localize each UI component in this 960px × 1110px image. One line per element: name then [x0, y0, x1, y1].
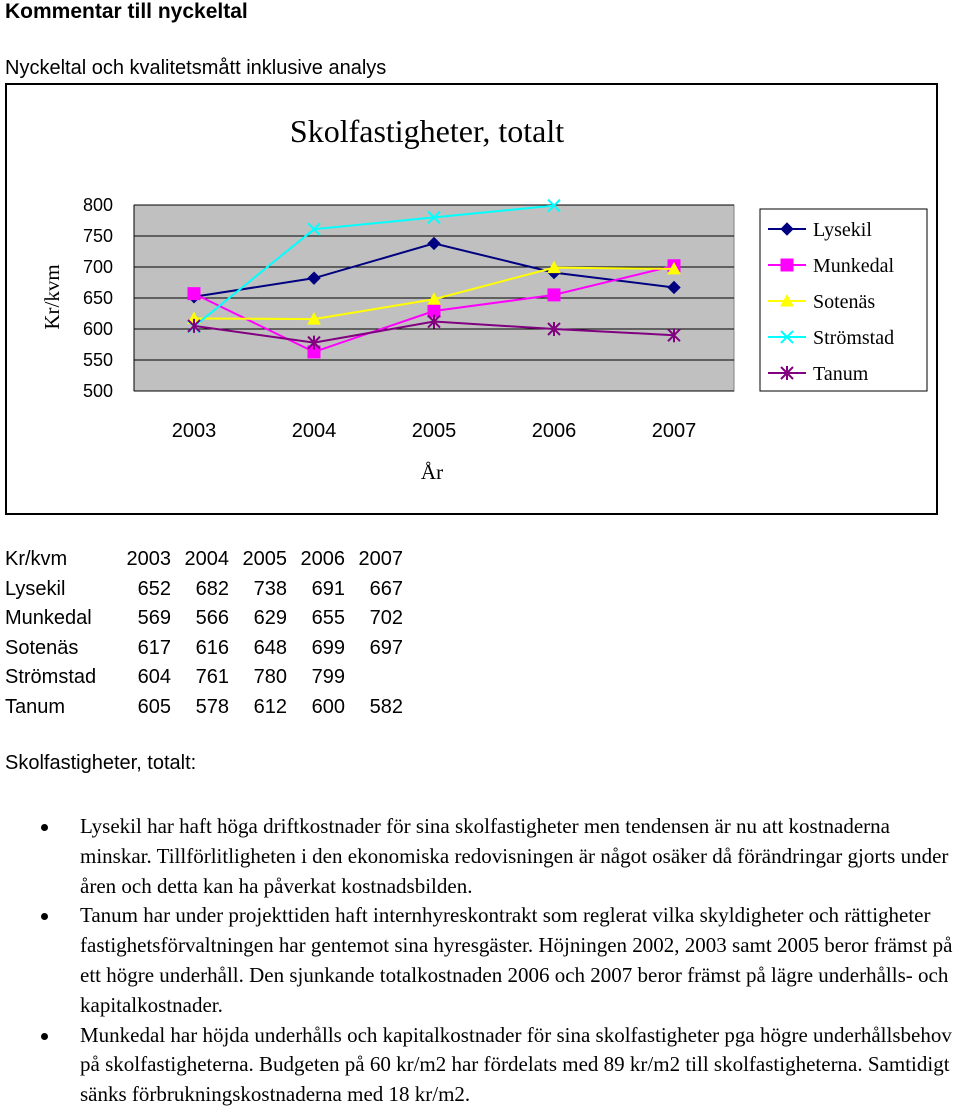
- y-tick-label: 550: [82, 350, 113, 370]
- value-cell: 629: [253, 607, 287, 629]
- page-subheading: Nyckeltal och kvalitetsmått inklusive analys: [5, 57, 387, 79]
- value-cell: 569: [137, 607, 171, 629]
- chart-frame: [5, 83, 938, 515]
- bullet-text: Munkedal har höjda underhålls och kapitalkostnader för sina skolfastigheter pga högre underhållsbehov på skolfastigheterna. Budgeten på 60 kr/m2 har fördelats med 89 kr/m2 till skolfastigheterna. Samtidigt sänks förbrukningskostnaderna med 18 kr/m2.: [80, 1022, 952, 1107]
- value-cell: 655: [311, 607, 345, 629]
- data-table: [5, 545, 403, 722]
- value-cell: 604: [137, 666, 171, 688]
- x-axis-label: År: [420, 460, 444, 484]
- data-point-munkedal: [548, 289, 560, 301]
- legend-label-tanum: Tanum: [813, 363, 869, 385]
- legend-label-lysekil: Lysekil: [813, 219, 872, 241]
- value-cell: 697: [369, 636, 403, 659]
- row-label-cell: Strömstad: [5, 666, 97, 688]
- x-tick-label: 2004: [291, 420, 337, 442]
- x-tick-label: 2007: [651, 420, 697, 442]
- row-label-cell: Kr/kvm: [5, 548, 68, 570]
- row-label-cell: Tanum: [5, 695, 66, 718]
- value-cell: 2007: [358, 548, 403, 570]
- value-cell: 652: [137, 577, 171, 600]
- row-label-cell: Munkedal: [5, 607, 92, 629]
- legend-label-munkedal: Munkedal: [813, 255, 895, 277]
- table-row: [5, 634, 403, 664]
- value-cell: 667: [369, 577, 403, 600]
- bullet-dot-icon: [41, 1033, 48, 1040]
- bullet-item: [0, 812, 960, 901]
- bullet-text: Lysekil har haft höga driftkostnader för sina skolfastigheter men tendensen är nu att kostnaderna minskar. Tillförlitligheten i den ekonomiska redovisningen är något osäker då förändringar gjorts under åren och detta kan ha påverkat kostnadsbilden.: [80, 814, 949, 898]
- y-tick-label: 650: [82, 288, 113, 308]
- y-axis-label: Kr/kvm: [40, 264, 64, 330]
- y-tick-label: 800: [82, 195, 113, 215]
- chart-title: Skolfastigheter, totalt: [289, 113, 565, 149]
- value-cell: 600: [311, 695, 345, 718]
- x-tick-label: 2003: [171, 420, 217, 442]
- value-cell: 2004: [184, 548, 229, 570]
- page-heading: Kommentar till nyckeltal: [5, 0, 248, 23]
- row-label-cell: Lysekil: [5, 577, 66, 600]
- value-cell: 799: [311, 666, 345, 688]
- legend-label-str-mstad: Strömstad: [813, 327, 895, 349]
- value-cell: 699: [311, 636, 345, 659]
- value-cell: 605: [137, 695, 171, 718]
- y-tick-label: 750: [82, 226, 113, 246]
- x-tick-label: 2005: [411, 420, 457, 442]
- value-cell: 761: [195, 666, 229, 688]
- x-tick-label: 2006: [531, 420, 577, 442]
- value-cell: [345, 663, 403, 693]
- value-cell: 578: [195, 695, 229, 718]
- data-point-munkedal: [188, 288, 200, 300]
- bullet-text: Tanum har under projekttiden haft internhyreskontrakt som reglerat vilka skyldigheter och rättigheter fastighetsförvaltningen har gentemot sina hyresgäster. Höjningen 2002, 2003 samt 2005 beror främst på ett högre underhåll. Den sjunkande totalkostnaden 2006 och 2007 beror främst på lägre underhålls- och kapitalkostnader.: [80, 903, 953, 1017]
- table-row: [5, 663, 403, 693]
- value-cell: 738: [253, 577, 287, 600]
- value-cell: 648: [253, 636, 287, 659]
- y-tick-label: 700: [82, 257, 113, 277]
- value-cell: 780: [253, 666, 287, 688]
- value-cell: 2006: [300, 548, 345, 570]
- value-cell: 617: [137, 636, 171, 659]
- value-cell: 616: [195, 636, 229, 659]
- value-cell: 682: [195, 577, 229, 600]
- y-tick-label: 600: [82, 319, 113, 339]
- legend-marker-munkedal: [781, 259, 793, 271]
- value-cell: 691: [311, 577, 345, 600]
- value-cell: 2003: [126, 548, 171, 570]
- value-cell: 2005: [242, 548, 287, 570]
- value-cell: 582: [369, 695, 403, 718]
- bullet-item: [0, 901, 960, 1020]
- legend-label-soten-s: Sotenäs: [813, 291, 876, 313]
- value-cell: 612: [253, 695, 287, 718]
- row-label-cell: Sotenäs: [5, 636, 79, 659]
- y-tick-label: 500: [82, 381, 113, 401]
- value-cell: 702: [369, 607, 403, 629]
- table-header-row: [5, 545, 403, 575]
- summary-label: Skolfastigheter, totalt:: [5, 752, 197, 774]
- bullet-dot-icon: [41, 913, 48, 920]
- table-row: [5, 604, 403, 634]
- bullet-dot-icon: [41, 824, 48, 831]
- bullet-list: [0, 812, 960, 1110]
- table-row: [5, 575, 403, 605]
- bullet-item: [0, 1021, 960, 1110]
- table-row: [5, 693, 403, 723]
- line-chart: [7, 85, 936, 513]
- value-cell: 566: [195, 607, 229, 629]
